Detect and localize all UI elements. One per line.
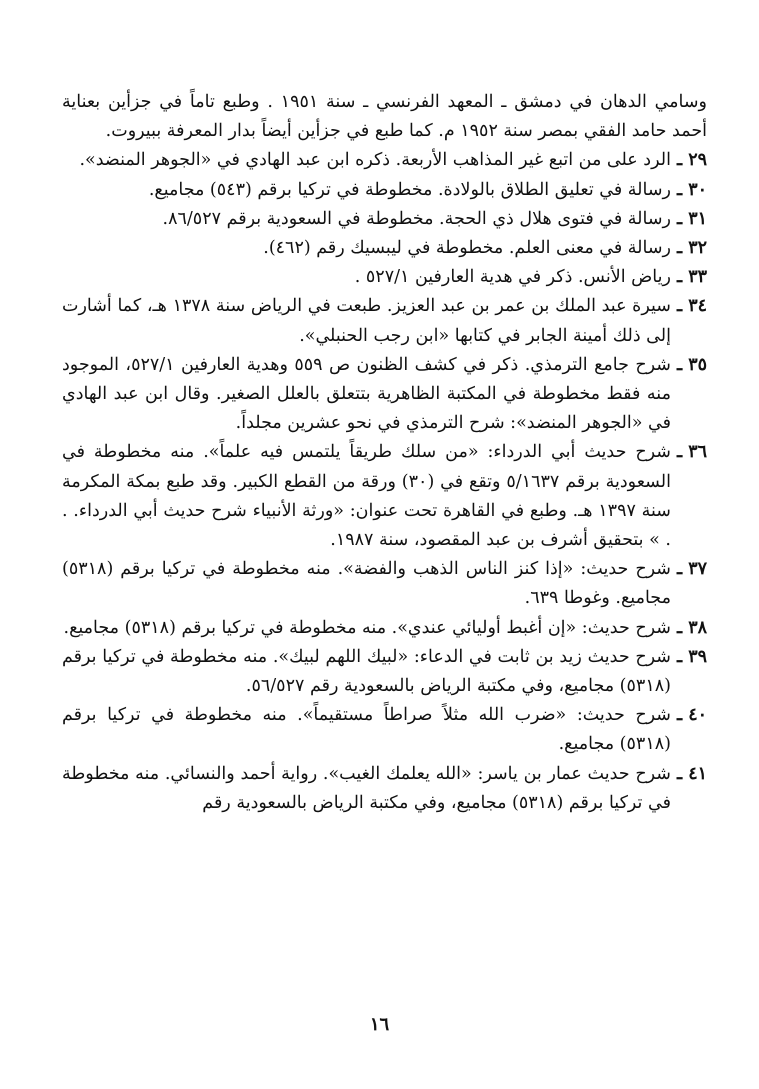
entry-number: ٣٤ ـ [676, 296, 707, 317]
entry-number: ٤١ ـ [676, 763, 707, 784]
entry-36 [62, 438, 707, 555]
page-body [62, 88, 707, 818]
entry-text: شرح حديث زيد بن ثابت في الدعاء: «لبيك اللهم لبيك». منه مخطوطة في تركيا برقم (٥٣١٨) مجاميع، وفي مكتبة الرياض بالسعودية رقم ٥٦/٥٢٧. [62, 646, 671, 697]
entry-text: شرح جامع الترمذي. ذكر في كشف الظنون ص ٥٥٩ وهدية العارفين ٥٢٧/١، الموجود منه فقط مخطوطة في المكتبة الظاهرية بتتعلق بالعلل الصغير. وقال ابن عبد الهادي في «الجوهر المنضد»: شرح الترمذي في نحو عشرين مجلداً. [62, 354, 671, 434]
entry-number: ٣١ ـ [676, 208, 707, 229]
entry-text: الرد على من اتبع غير المذاهب الأربعة. ذكره ابن عبد الهادي في «الجوهر المنضد». [79, 150, 671, 171]
entry-number: ٣٣ ـ [676, 267, 707, 288]
entry-text: رياض الأنس. ذكر في هدية العارفين ٥٢٧/١ . [354, 267, 671, 288]
entry-number: ٣٩ ـ [676, 646, 707, 667]
entry-38 [62, 614, 707, 643]
entry-number: ٣٢ ـ [676, 238, 707, 259]
entry-text: رسالة في تعليق الطلاق بالولادة. مخطوطة في تركيا برقم (٥٤٣) مجاميع. [148, 179, 671, 200]
intro-paragraph: وسامي الدهان في دمشق ـ المعهد الفرنسي ـ سنة ١٩٥١ . وطبع تاماً في جزأين بعناية أحمد حامد الفقي بمصر سنة ١٩٥٢ م. كما طبع في جزأين أيضاً بدار المعرفة ببيروت. [62, 92, 707, 142]
page-number: ١٦ [369, 1014, 390, 1035]
entry-text: رسالة في فتوى هلال ذي الحجة. مخطوطة في السعودية برقم ٨٦/٥٢٧. [162, 208, 671, 229]
entry-text: شرح حديث عمار بن ياسر: «الله يعلمك الغيب». رواية أحمد والنسائي. منه مخطوطة في تركيا برقم (٥٣١٨) مجاميع، وفي مكتبة الرياض بالسعودية رقم [62, 763, 671, 813]
entry-text: شرح حديث: «إذا كنز الناس الذهب والفضة». منه مخطوطة في تركيا برقم (٥٣١٨) مجاميع. وغوطا ٦٣٩. [62, 559, 671, 609]
entry-number: ٢٩ ـ [676, 150, 707, 171]
entry-41 [62, 760, 707, 818]
entry-text: رسالة في معنى العلم. مخطوطة في ليبسيك رقم (٤٦٢). [263, 238, 671, 259]
entry-number: ٣٧ ـ [676, 559, 707, 580]
entry-29 [62, 146, 707, 175]
entry-number: ٣٥ ـ [676, 354, 707, 375]
entry-32 [62, 234, 707, 263]
entry-31 [62, 205, 707, 234]
entry-text: شرح حديث أبي الدرداء: «من سلك طريقاً يلتمس فيه علماً». منه مخطوطة في السعودية برقم ٥/١٦٣٧ وتقع في (٣٠) ورقة من القطع الكبير. وقد طبع بمكة المكرمة سنة ١٣٩٧ هـ. وطبع في القاهرة تحت عنوان: «ورثة الأنبياء شرح حديث أبي الدرداء. . . » بتحقيق أشرف بن عبد المقصود، سنة ١٩٨٧. [62, 442, 671, 551]
entry-text: شرح حديث: «إن أغبط أوليائي عندي». منه مخطوطة في تركيا برقم (٥٣١٨) مجاميع. [63, 617, 671, 638]
entry-text: سيرة عبد الملك بن عمر بن عبد العزيز. طبعت في الرياض سنة ١٣٧٨ هـ، كما أشارت إلى ذلك أمينة الجابر في كتابها «ابن رجب الحنبلي». [62, 296, 671, 346]
entry-33 [62, 263, 707, 292]
entry-30 [62, 176, 707, 205]
entry-text: شرح حديث: «ضرب الله مثلاً صراطاً مستقيماً». منه مخطوطة في تركيا برقم (٥٣١٨) مجاميع. [62, 705, 671, 755]
entry-37 [62, 555, 707, 613]
entry-number: ٤٠ ـ [676, 705, 707, 726]
entry-number: ٣٦ ـ [676, 442, 707, 463]
entry-34 [62, 292, 707, 350]
entry-39 [62, 643, 707, 701]
entry-number: ٣٨ ـ [676, 617, 707, 638]
entry-40 [62, 701, 707, 759]
entry-35 [62, 351, 707, 439]
entry-number: ٣٠ ـ [676, 179, 707, 200]
